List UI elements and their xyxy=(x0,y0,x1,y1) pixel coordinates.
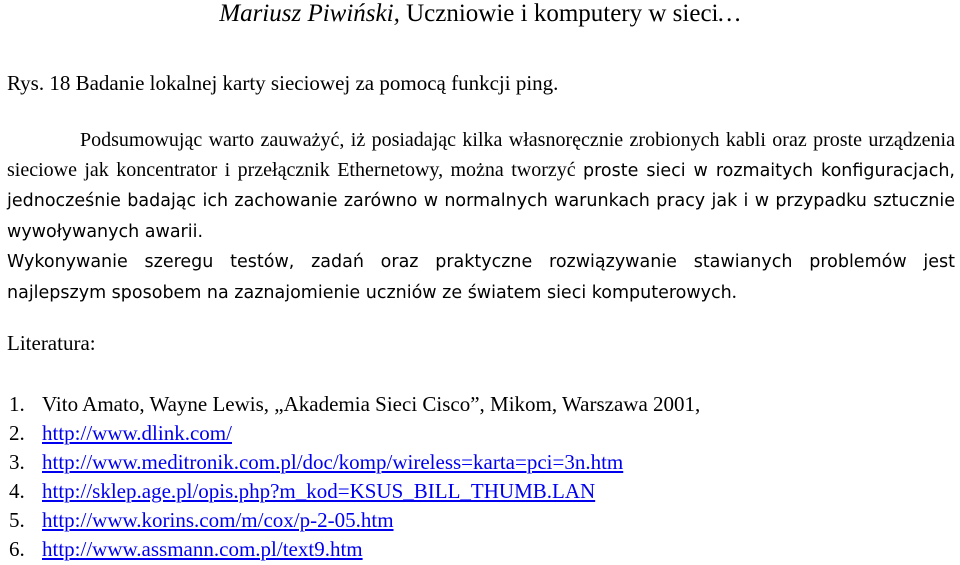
reference-number: 5. xyxy=(9,508,25,532)
body-text xyxy=(7,126,955,308)
reference-item xyxy=(7,506,700,535)
paragraph-2 xyxy=(7,247,955,308)
header-author: Mariusz Piwiński, xyxy=(219,0,400,27)
reference-item xyxy=(7,477,700,506)
paragraph-1-sans: proste sieci w rozmaitych konfiguracjach, jednocześnie badając ich zachowanie zarówno w normalnych warunkach pracy jak i w przypadku sztucznie wywoływanych awarii. xyxy=(7,160,955,242)
page-header xyxy=(0,0,960,30)
paragraph-1-serif: Podsumowując warto zauważyć, iż posiadając kilka własnoręcznie zrobionych kabli oraz proste urządzenia sieciowe jak koncentrator i przełącznik Ethernetowy, można tworzyć xyxy=(7,129,955,181)
paragraph-2-sans: Wykonywanie szeregu testów, zadań oraz praktyczne rozwiązywanie stawianych problemów jest najlepszym sposobem na zaznajomienie uczniów ze światem sieci komputerowych xyxy=(7,252,955,303)
references-list xyxy=(7,390,700,564)
figure-caption: Rys. 18 Badanie lokalnej karty sieciowej za pomocą funkcji ping. xyxy=(7,71,559,95)
reference-link-meditronik[interactable]: http://www.meditronik.com.pl/doc/komp/wireless=karta=pci=3n.htm xyxy=(42,450,624,474)
paragraph-2-end: . xyxy=(731,280,737,303)
reference-number: 6. xyxy=(9,537,25,561)
reference-item xyxy=(7,419,700,448)
reference-link-korins[interactable]: http://www.korins.com/m/cox/p-2-05.htm xyxy=(42,508,394,532)
reference-item xyxy=(7,448,700,477)
reference-item xyxy=(7,390,700,419)
reference-item xyxy=(7,535,700,564)
header-ellipsis: … xyxy=(718,0,741,27)
reference-number: 2. xyxy=(9,421,25,445)
literature-heading: Literatura: xyxy=(7,331,96,355)
reference-link-sklep-age[interactable]: http://sklep.age.pl/opis.php?m_kod=KSUS_BILL_THUMB.LAN xyxy=(42,479,596,503)
reference-number: 3. xyxy=(9,450,25,474)
reference-number: 1. xyxy=(9,392,25,416)
reference-link-assmann[interactable]: http://www.assmann.com.pl/text9.htm xyxy=(42,537,363,561)
reference-number: 4. xyxy=(9,479,25,503)
paragraph-1 xyxy=(7,126,955,247)
header-title: Uczniowie i komputery w sieci xyxy=(399,0,719,27)
reference-text: Vito Amato, Wayne Lewis, „Akademia Sieci Cisco”, Mikom, Warszawa 2001, xyxy=(42,392,701,416)
reference-link-dlink[interactable]: http://www.dlink.com/ xyxy=(42,421,232,445)
